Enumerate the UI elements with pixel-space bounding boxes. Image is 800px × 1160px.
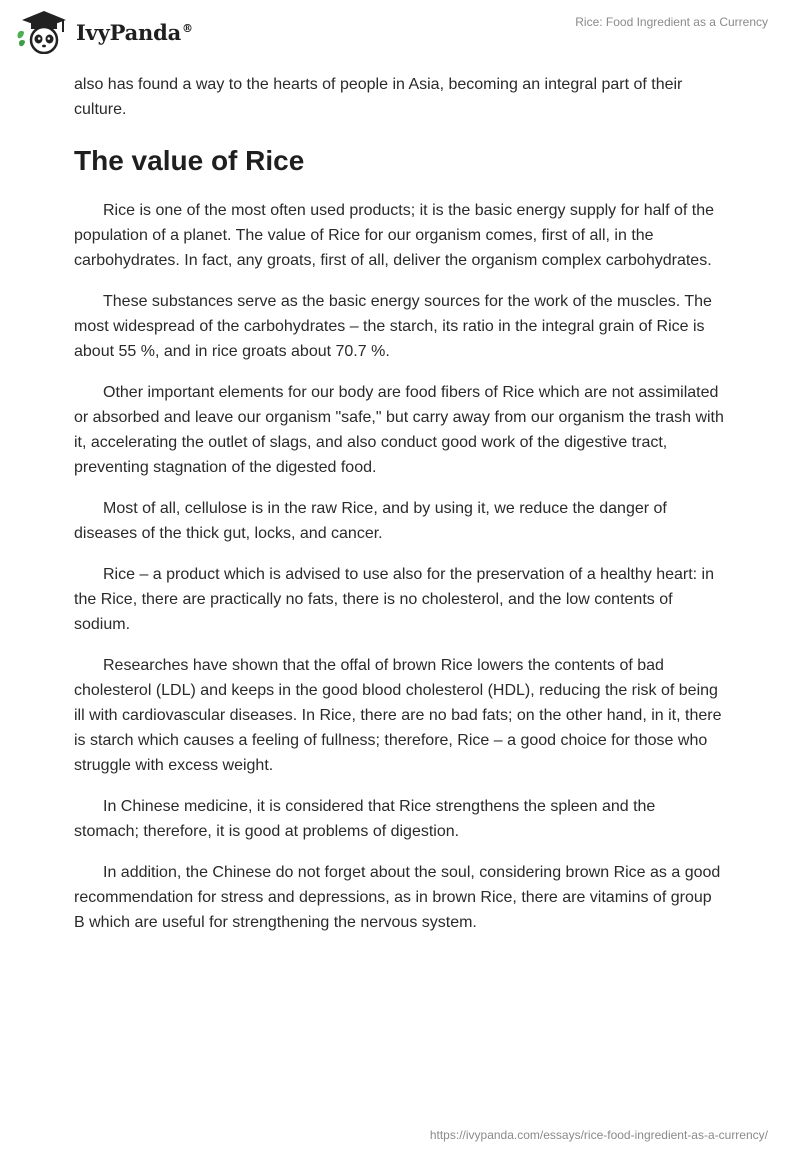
paragraph: Other important elements for our body are food fibers of Rice which are not assimilated or absorbed and leave our organism "safe," but carry away from our organism the trash with it, accelerating the outlet of slags, and also conduct good work of the digestive tract, preventing stagnation of the digested food.: [74, 384, 724, 476]
panda-graduate-icon: [14, 8, 72, 54]
section-heading: The value of Rice: [74, 145, 305, 176]
document-title: Rice: Food Ingredient as a Currency: [575, 15, 768, 29]
paragraph: In addition, the Chinese do not forget about the soul, considering brown Rice as a good recommendation for stress and depressions, as in brown Rice, there are vitamins of group B which are useful for strengthening the nervous system.: [74, 864, 721, 931]
paragraph: Most of all, cellulose is in the raw Rice, and by using it, we reduce the danger of diseases of the thick gut, locks, and cancer.: [74, 500, 667, 542]
paragraph: These substances serve as the basic energy sources for the work of the muscles. The most widespread of the carbohydrates – the starch, its ratio in the integral grain of Rice is about 55 %, and in rice groats about 70.7 %.: [74, 293, 712, 360]
paragraph: Rice – a product which is advised to use also for the preservation of a healthy heart: in the Rice, there are practically no fats, there is no cholesterol, and the low contents of sodium.: [74, 566, 715, 633]
logo-text: IvyPanda®: [76, 19, 193, 45]
source-url[interactable]: https://ivypanda.com/essays/rice-food-ingredient-as-a-currency/: [429, 1128, 768, 1142]
ivypanda-logo[interactable]: [14, 8, 193, 54]
intro-fragment: also has found a way to the hearts of people in Asia, becoming an integral part of their culture.: [74, 76, 683, 118]
essay-body: [74, 72, 724, 951]
paragraph: In Chinese medicine, it is considered that Rice strengthens the spleen and the stomach; therefore, it is good at problems of digestion.: [74, 798, 656, 840]
paragraph: Rice is one of the most often used products; it is the basic energy supply for half of the population of a planet. The value of Rice for our organism comes, first of all, in the carbohydrates. In fact, any groats, first of all, deliver the organism complex carbohydrates.: [74, 202, 714, 269]
page-header: [0, 0, 800, 70]
paragraph: Researches have shown that the offal of brown Rice lowers the contents of bad cholesterol (LDL) and keeps in the good blood cholesterol (HDL), reducing the risk of being ill with cardiovascular diseases. In Rice, there are no bad fats; on the other hand, in it, there is starch which causes a feeling of fullness; therefore, Rice – a good choice for those who struggle with excess weight.: [74, 657, 722, 774]
